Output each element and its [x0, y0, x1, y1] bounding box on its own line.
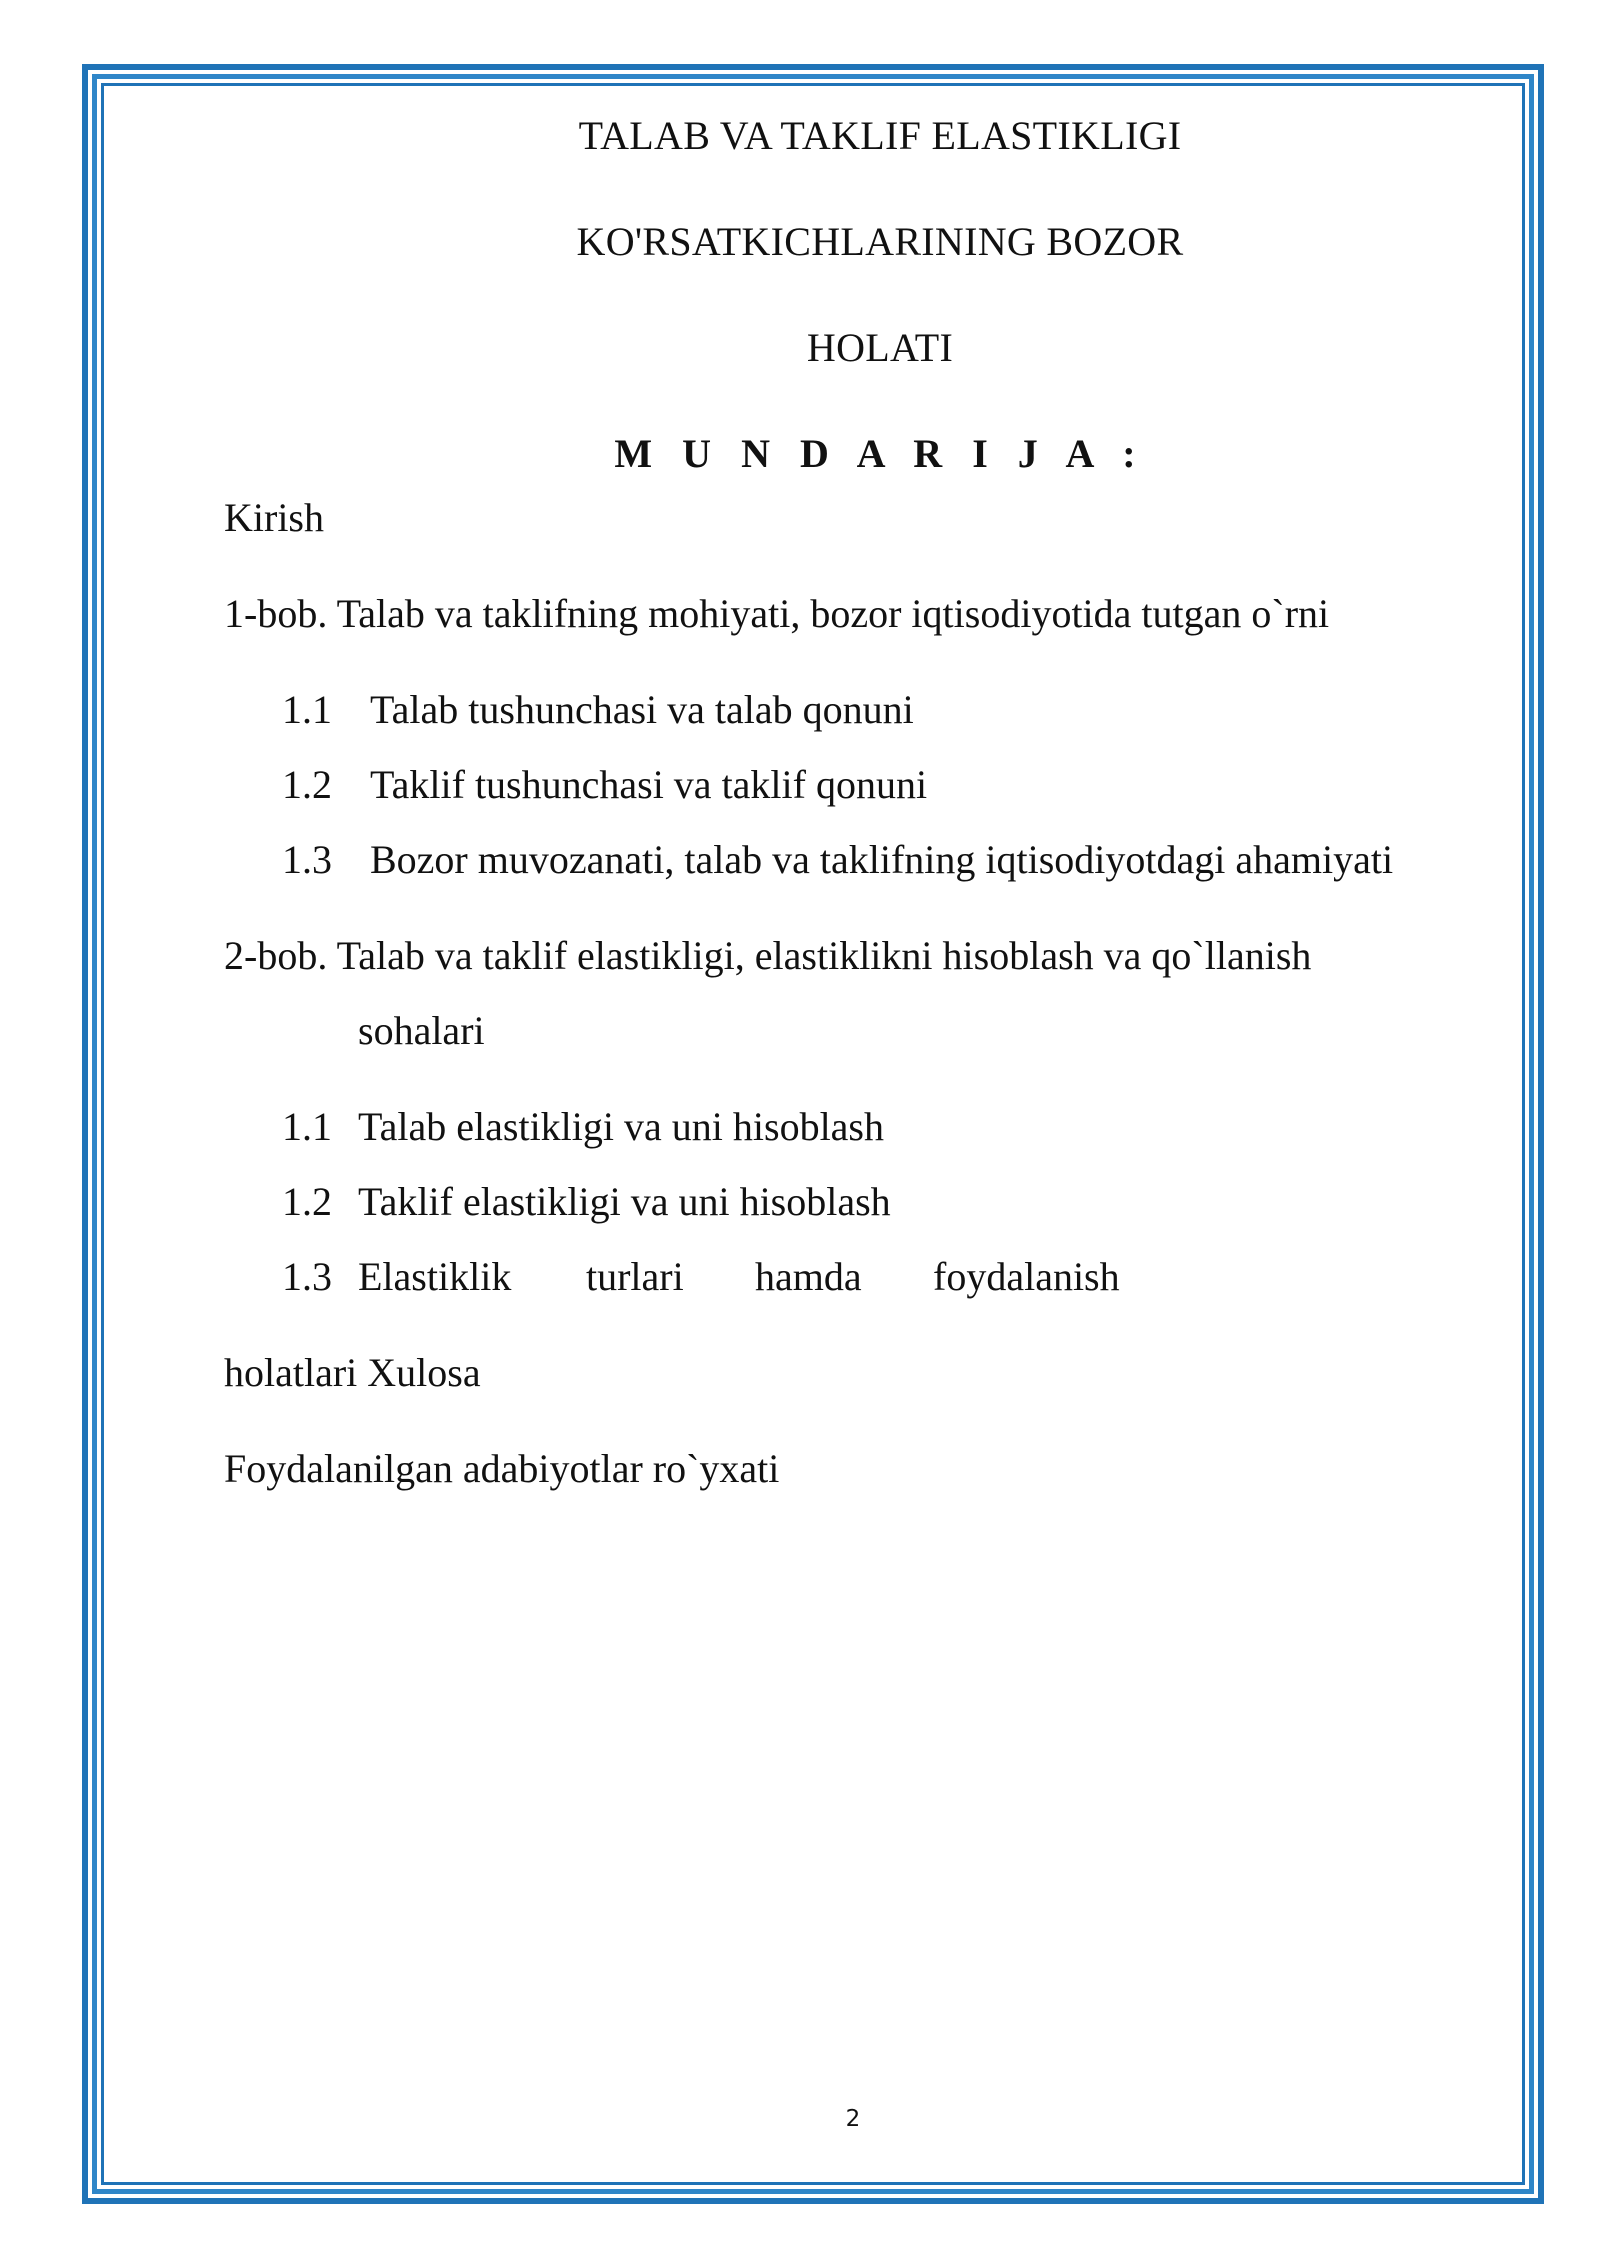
toc-item-1-1	[282, 686, 914, 733]
page-number: 2	[845, 2106, 861, 2132]
title-line-3: HOLATI	[806, 325, 954, 370]
toc-chapter-2: 2-bob. Talab va taklif elastikligi, elastiklikni hisoblash va qo`llanish	[224, 933, 1312, 978]
toc-item-number: 1.3	[282, 837, 332, 882]
toc-item-number: 1.1	[282, 687, 332, 732]
toc-references: Foydalanilgan adabiyotlar ro`yxati	[224, 1446, 780, 1491]
toc-item-text: Taklif elastikligi va uni hisoblash	[358, 1179, 891, 1224]
toc-item-word: Elastiklik	[358, 1254, 512, 1299]
toc-item-text: Talab tushunchasi va talab qonuni	[370, 687, 914, 732]
toc-item-number: 1.2	[282, 762, 332, 807]
toc-item-text: Bozor muvozanati, talab va taklifning iqtisodiyotdagi ahamiyati	[370, 837, 1394, 882]
contents-heading: M U N D A R I J A :	[614, 431, 1146, 476]
toc-item-word: turlari	[586, 1254, 684, 1299]
toc-item-text: Talab elastikligi va uni hisoblash	[358, 1104, 884, 1149]
toc-item-2-2	[282, 1178, 891, 1225]
toc-item-1-3	[282, 836, 1393, 883]
toc-chapter-2-continuation: sohalari	[358, 1008, 485, 1053]
toc-chapter-1: 1-bob. Talab va taklifning mohiyati, bozor iqtisodiyotida tutgan o`rni	[224, 591, 1330, 636]
title-line-2: KO'RSATKICHLARINING BOZOR	[576, 219, 1184, 264]
toc-intro: Kirish	[224, 495, 324, 540]
toc-item-number: 1.3	[282, 1254, 332, 1299]
toc-item-word: hamda	[755, 1254, 862, 1299]
toc-item-1-2	[282, 761, 927, 808]
toc-continuation-conclusion: holatlari Xulosa	[224, 1350, 481, 1395]
toc-item-number: 1.1	[282, 1104, 332, 1149]
toc-item-text: Taklif tushunchasi va taklif qonuni	[370, 762, 928, 807]
toc-item-word: foydalanish	[933, 1254, 1120, 1299]
toc-item-number: 1.2	[282, 1179, 332, 1224]
title-line-1: TALAB VA TAKLIF ELASTIKLIGI	[578, 113, 1182, 158]
toc-item-2-1	[282, 1103, 884, 1150]
